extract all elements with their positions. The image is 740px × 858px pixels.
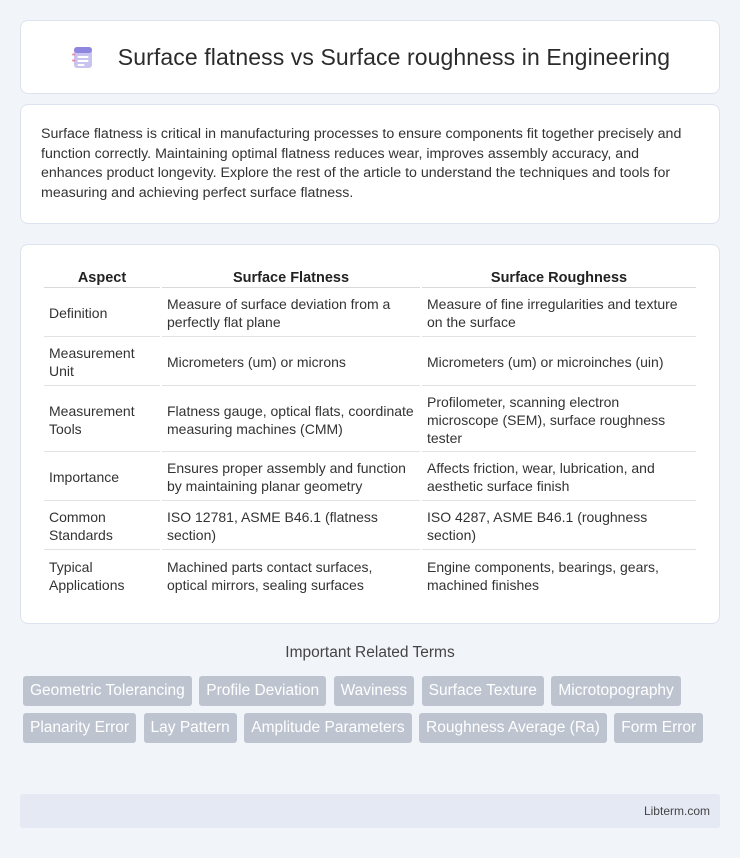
row-roughness: Engine components, bearings, gears, machined finishes <box>427 558 659 593</box>
row-aspect: Measurement Unit <box>44 339 160 386</box>
document-icon <box>70 44 96 70</box>
row-flatness: Flatness gauge, optical flats, coordinate measuring machines (CMM) <box>162 388 420 452</box>
footer-site-link[interactable]: Libterm.com <box>643 804 710 818</box>
row-roughness: ISO 4287, ASME B46.1 (roughness section) <box>422 503 696 550</box>
table-row <box>44 339 696 386</box>
related-term-tag[interactable]: Surface Texture <box>422 676 544 706</box>
related-term-tag[interactable]: Planarity Error <box>23 713 136 743</box>
header-surface-roughness: Surface Roughness <box>422 267 696 288</box>
table-row <box>44 388 696 452</box>
row-flatness: Machined parts contact surfaces, optical mirrors, sealing surfaces <box>167 558 373 593</box>
row-aspect: Measurement Tools <box>44 388 160 452</box>
row-aspect: Importance <box>44 454 160 501</box>
row-aspect: Definition <box>44 290 160 337</box>
related-term-tag[interactable]: Amplitude Parameters <box>244 713 411 743</box>
row-aspect: Typical Applications <box>49 558 125 593</box>
table-row <box>44 552 696 599</box>
related-terms-title: Important Related Terms <box>285 644 455 661</box>
row-flatness: ISO 12781, ASME B46.1 (flatness section) <box>162 503 420 550</box>
row-flatness: Micrometers (um) or microns <box>162 339 420 386</box>
table-row <box>44 454 696 501</box>
related-term-tag[interactable]: Lay Pattern <box>144 713 237 743</box>
title-card <box>20 20 720 94</box>
row-roughness: Profilometer, scanning electron microscope (SEM), surface roughness tester <box>422 388 696 452</box>
comparison-table <box>42 265 698 601</box>
row-flatness: Measure of surface deviation from a perfectly flat plane <box>162 290 420 337</box>
related-term-tag[interactable]: Waviness <box>334 676 415 706</box>
related-term-tag[interactable]: Roughness Average (Ra) <box>419 713 607 743</box>
row-roughness: Affects friction, wear, lubrication, and aesthetic surface finish <box>422 454 696 501</box>
related-term-tag[interactable]: Microtopography <box>551 676 680 706</box>
table-row <box>44 290 696 337</box>
row-roughness: Micrometers (um) or microinches (uin) <box>422 339 696 386</box>
related-terms-list <box>23 676 723 750</box>
footer <box>20 794 720 828</box>
row-aspect: Common Standards <box>44 503 160 550</box>
table-header-row <box>44 267 696 288</box>
page-title: Surface flatness vs Surface roughness in Engineering <box>117 43 671 70</box>
row-roughness: Measure of fine irregularities and texture on the surface <box>422 290 696 337</box>
comparison-table-card <box>20 244 720 624</box>
intro-text: Surface flatness is critical in manufacturing processes to ensure components fit together precisely and function correctly. Maintaining optimal flatness reduces wear, improves assembly accuracy, and enhances product longevity. Explore the rest of the article to understand the techniques and tools for measuring and achieving perfect surface flatness. <box>41 126 682 201</box>
header-surface-flatness: Surface Flatness <box>162 267 420 288</box>
table-row <box>44 503 696 550</box>
header-aspect: Aspect <box>44 267 160 288</box>
intro-card <box>20 104 720 224</box>
related-term-tag[interactable]: Geometric Tolerancing <box>23 676 192 706</box>
row-flatness: Ensures proper assembly and function by maintaining planar geometry <box>162 454 420 501</box>
related-term-tag[interactable]: Form Error <box>614 713 703 743</box>
related-term-tag[interactable]: Profile Deviation <box>199 676 326 706</box>
